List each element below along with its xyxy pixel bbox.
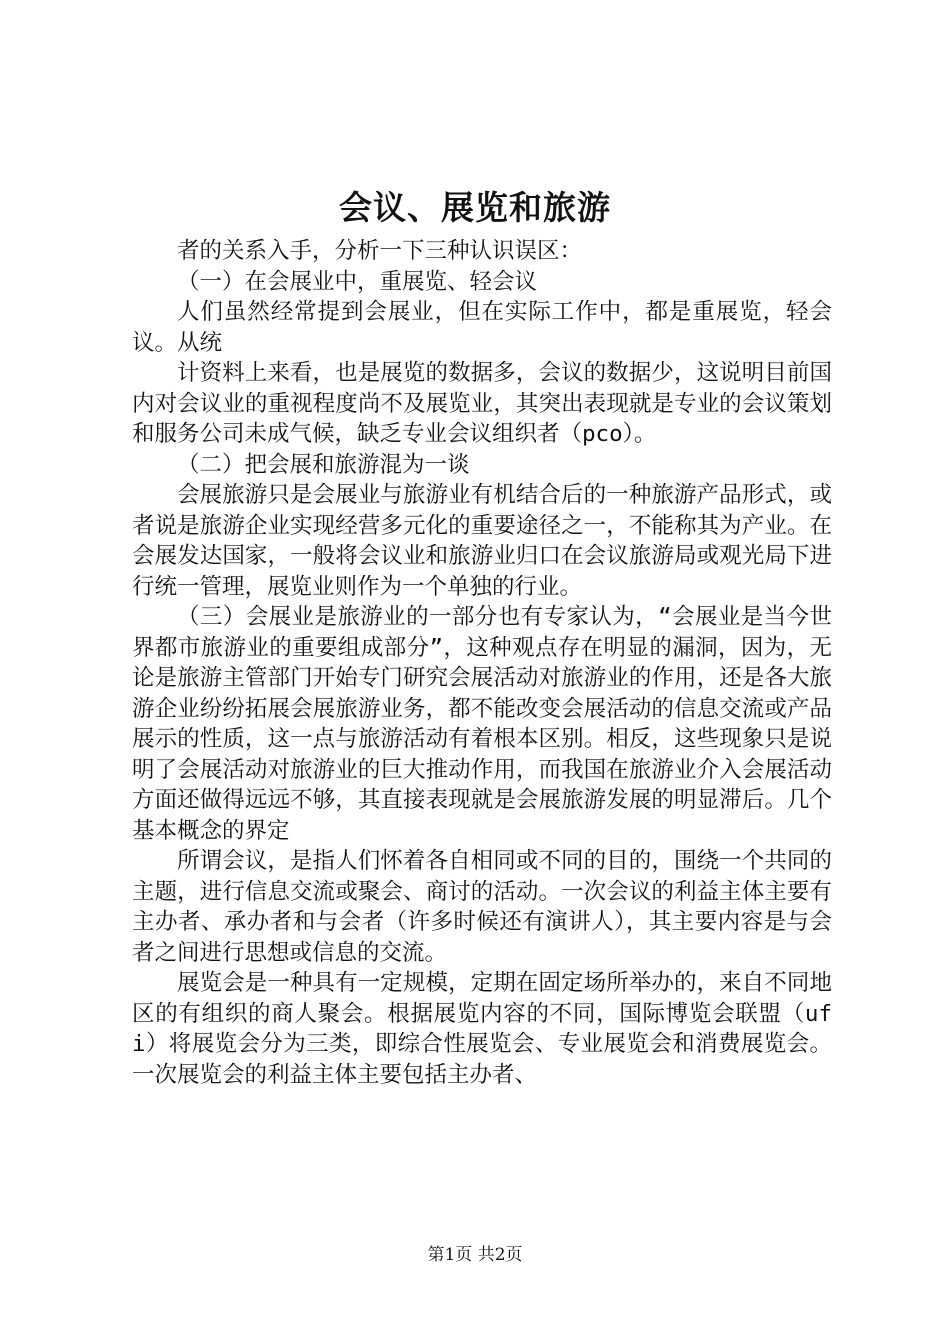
document-body (132, 236, 832, 1090)
paragraph: 人们虽然经常提到会展业，但在实际工作中，都是重展览，轻会议。从统 (132, 299, 832, 356)
paragraph: （二）把会展和旅游混为一谈 (177, 451, 470, 478)
paragraph: 会展旅游只是会展业与旅游业有机结合后的一种旅游产品形式，或者说是旅游企业实现经营多元化的重要途径之一，不能称其为产业。在会展发达国家，一般将会议业和旅游业归口在会议旅游局或观光局下进行统一管理，展览业则作为一个单独的行业。 (132, 482, 832, 600)
paragraph: 展览会是一种具有一定规模，定期在固定场所举办的，来自不同地区的有组织的商人聚会。根据展览内容的不同，国际博览会联盟（ufi）将展览会分为三类，即综合性展览会、专业展览会和消费展览会。一次展览会的利益主体主要包括主办者、 (132, 970, 832, 1088)
paragraph: （三）会展业是旅游业的一部分也有专家认为，“会展业是当今世界都市旅游业的重要组成部分”，这种观点存在明显的漏洞，因为，无论是旅游主管部门开始专门研究会展活动对旅游业的作用，还是各大旅游企业纷纷拓展会展旅游业务，都不能改变会展活动的信息交流或产品展示的性质，这一点与旅游活动有着根本区别。相反，这些现象只是说明了会展活动对旅游业的巨大推动作用，而我国在旅游业介入会展活动方面还做得远远不够，其直接表现就是会展旅游发展的明显滞后。几个基本概念的界定 (132, 604, 832, 844)
page-number-footer: 第1页 共2页 (427, 1245, 523, 1265)
paragraph: 者的关系入手，分析一下三种认识误区： (177, 238, 583, 264)
paragraph: 所谓会议，是指人们怀着各自相同或不同的目的，围绕一个共同的主题，进行信息交流或聚会、商讨的活动。一次会议的利益主体主要有主办者、承办者和与会者（许多时候还有演讲人），其主要内容是与会者之间进行思想或信息的交流。 (132, 848, 832, 966)
document-title: 会议、展览和旅游 (339, 188, 611, 227)
paragraph: （一）在会展业中，重展览、轻会议 (177, 268, 538, 295)
paragraph: 计资料上来看，也是展览的数据多，会议的数据少，这说明目前国内对会议业的重视程度尚不及展览业，其突出表现就是专业的会议策划和服务公司未成气候，缺乏专业会议组织者（pco）。 (132, 360, 832, 447)
